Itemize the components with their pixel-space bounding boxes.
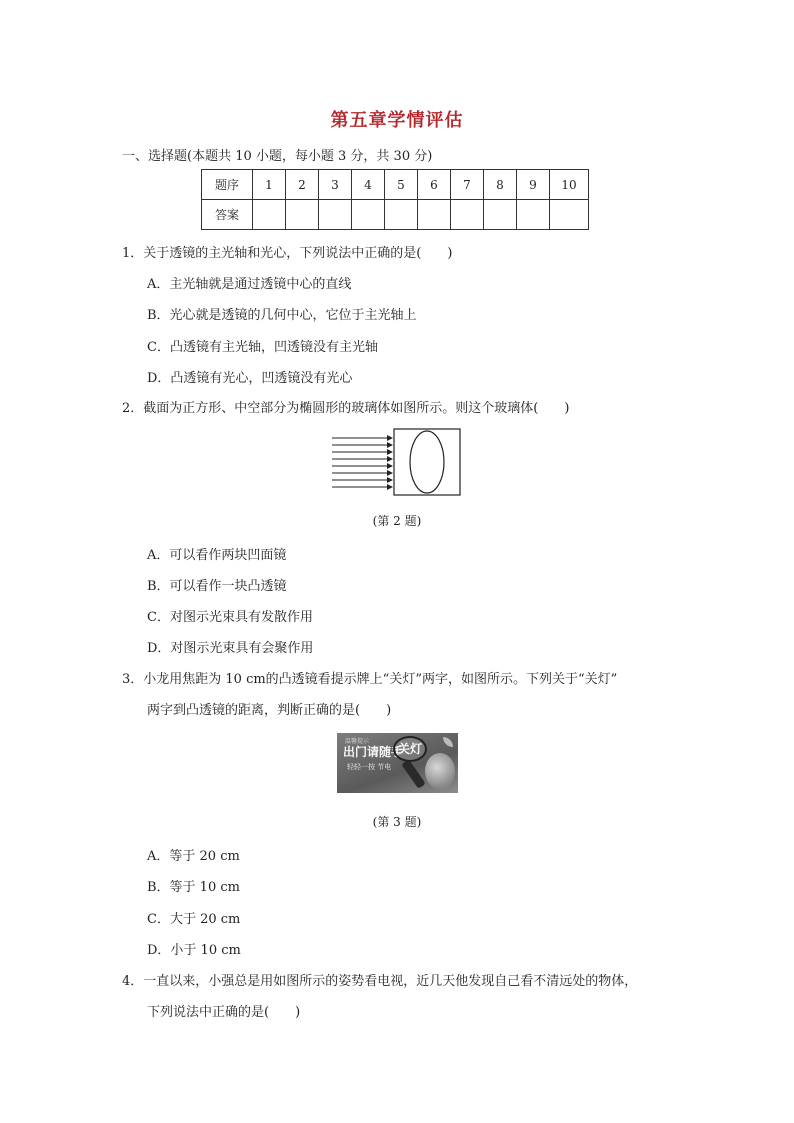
question-1-option-b: B．光心就是透镜的几何中心，它位于主光轴上 [147,308,417,323]
table-number: 8 [484,170,517,200]
answer-cell[interactable] [550,200,589,230]
table-number: 5 [385,170,418,200]
answer-cell[interactable] [517,200,550,230]
question-1-stem: 1．关于透镜的主光轴和光心，下列说法中正确的是( ) [122,246,453,261]
figure-3-caption: (第 3 题) [372,815,422,829]
answer-table [201,169,589,230]
square-glass-block [394,429,460,495]
question-3-stem-continued: 两字到凸透镜的距离，判断正确的是( ) [147,703,392,718]
answer-table-answer-row [202,200,589,230]
question-1-option-d: D．凸透镜有光心，凹透镜没有光心 [147,371,353,386]
table-answer-label: 答案 [202,200,253,230]
section-heading: 一、选择题(本题共 10 小题，每小题 3 分，共 30 分) [122,149,433,164]
light-switch-sign-photo [337,733,458,793]
answer-cell[interactable] [418,200,451,230]
answer-cell[interactable] [451,200,484,230]
page-title: 第五章学情评估 [330,110,464,131]
table-number: 2 [286,170,319,200]
question-1-option-c: C．凸透镜有主光轴，凹透镜没有主光轴 [147,340,378,355]
question-3-option-b: B．等于 10 cm [147,880,240,895]
magnified-text: 关灯 [398,742,423,756]
question-1-option-a: A．主光轴就是通过透镜中心的直线 [147,277,352,292]
question-4-stem-continued: 下列说法中正确的是( ) [147,1005,301,1020]
answer-cell[interactable] [319,200,352,230]
sign-main-text: 出门请随手 [343,745,404,759]
figure-2-caption: (第 2 题) [372,514,422,528]
question-3-option-a: A．等于 20 cm [147,849,240,864]
incident-light-rays [332,438,392,487]
table-number: 3 [319,170,352,200]
question-2-option-b: B．可以看作一块凸透镜 [147,579,287,594]
answer-cell[interactable] [286,200,319,230]
leaf-icon [443,737,453,747]
magnifying-lens-icon [393,736,427,762]
table-header-label: 题序 [202,170,253,200]
globe-hand-icon [425,753,455,789]
question-3-option-d: D．小于 10 cm [147,943,241,958]
table-number: 10 [550,170,589,200]
table-number: 4 [352,170,385,200]
elliptical-hollow [410,431,444,493]
answer-cell[interactable] [385,200,418,230]
answer-cell[interactable] [484,200,517,230]
answer-cell[interactable] [352,200,385,230]
answer-cell[interactable] [253,200,286,230]
question-2-stem: 2．截面为正方形、中空部分为椭圆形的玻璃体如图所示。则这个玻璃体( ) [122,401,570,416]
table-number: 7 [451,170,484,200]
table-number: 9 [517,170,550,200]
sign-small-text: 温馨提示 [345,738,370,745]
question-2-option-c: C．对图示光束具有发散作用 [147,610,313,625]
question-2-option-a: A．可以看作两块凹面镜 [147,548,287,563]
sign-sub-text: 轻轻一按 节电 [347,763,392,771]
question-4-stem: 4．一直以来，小强总是用如图所示的姿势看电视，近几天他发现自己看不清远处的物体， [122,974,638,989]
magnifier-handle [401,759,426,789]
answer-table-number-row [202,170,589,200]
table-number: 1 [253,170,286,200]
table-number: 6 [418,170,451,200]
question-3-stem: 3．小龙用焦距为 10 cm的凸透镜看提示牌上“关灯”两字，如图所示。下列关于“关灯” [122,672,618,687]
glass-block-light-beam-diagram [330,428,462,496]
question-3-option-c: C．大于 20 cm [147,912,241,927]
question-2-option-d: D．对图示光束具有会聚作用 [147,641,314,656]
